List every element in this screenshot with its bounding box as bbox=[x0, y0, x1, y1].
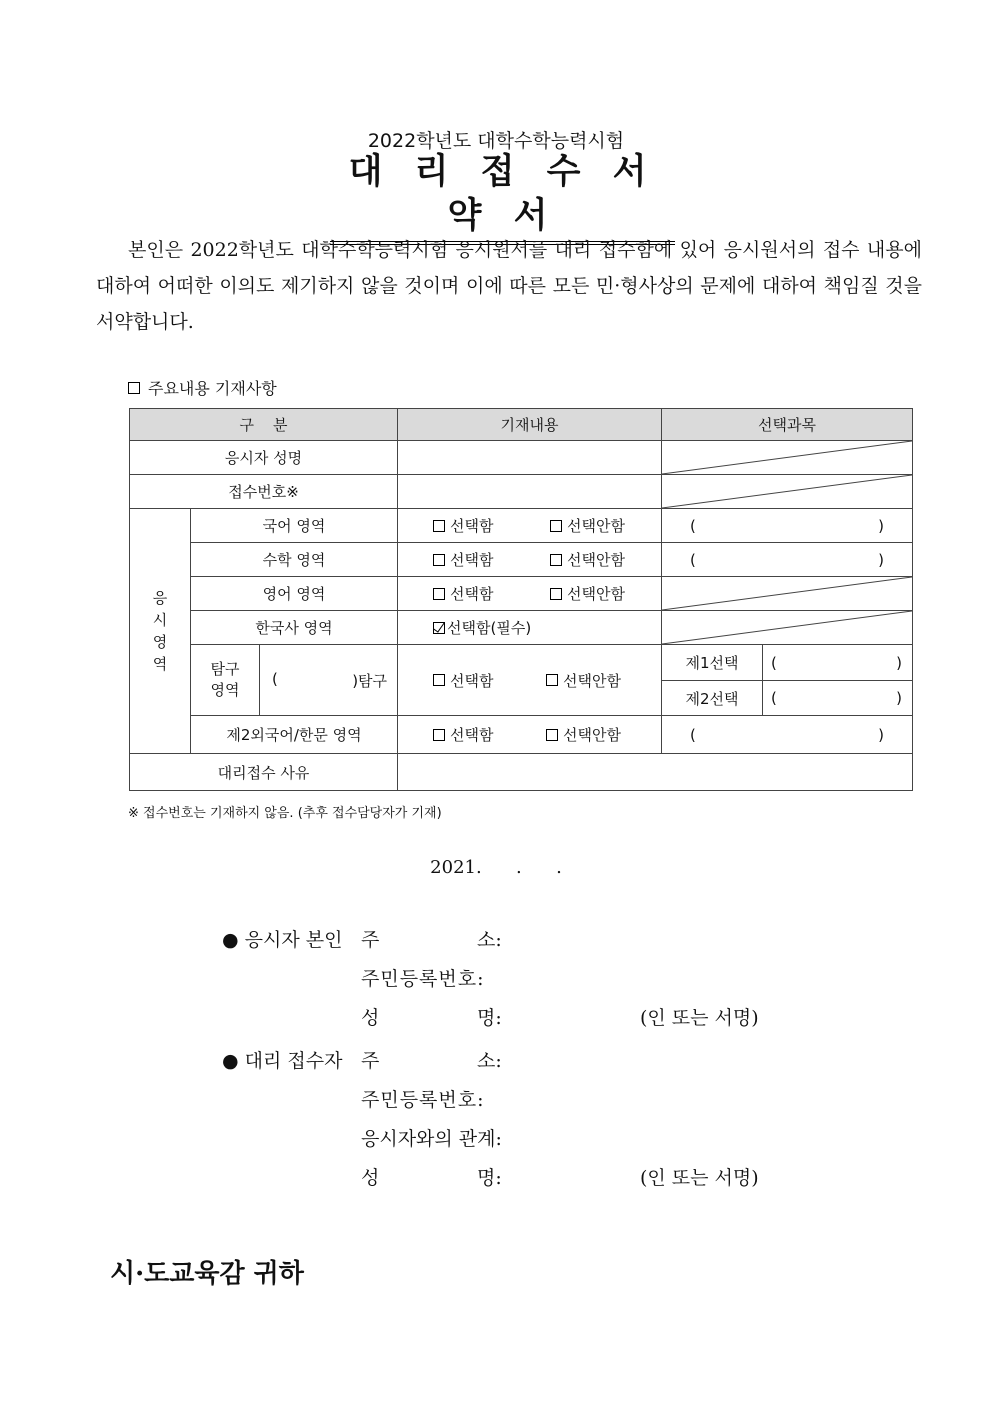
applicant-name-label-b: 명: bbox=[477, 1007, 502, 1029]
table-row-math bbox=[130, 543, 913, 577]
label-choice-2: 제2선택 bbox=[662, 681, 763, 716]
checkbox-icon[interactable] bbox=[546, 729, 558, 741]
label-choice-1: 제1선택 bbox=[662, 645, 763, 681]
history-options bbox=[398, 611, 662, 645]
option-label: 선택안함 bbox=[563, 671, 621, 690]
checkbox-icon[interactable] bbox=[433, 554, 445, 566]
form-title: 대 리 접 수 서 약 서 bbox=[330, 150, 675, 245]
option-label: 선택함 bbox=[450, 585, 494, 603]
inquiry-options bbox=[398, 645, 662, 716]
date-line: 2021. . . bbox=[430, 857, 562, 878]
diagonal-line-icon bbox=[662, 577, 912, 610]
table-row-korean bbox=[130, 509, 913, 543]
applicant-name-field[interactable] bbox=[398, 441, 662, 475]
history-required-option bbox=[433, 617, 531, 638]
area-char: 응 bbox=[152, 589, 168, 607]
table-row-reason bbox=[130, 754, 913, 791]
table-header-row bbox=[130, 409, 913, 441]
table-row bbox=[130, 441, 913, 475]
label-korean: 국어 영역 bbox=[191, 509, 398, 543]
paren-close: ) bbox=[878, 550, 885, 569]
proxy-bullet: ● 대리 접수자 bbox=[222, 1050, 343, 1072]
paren-close: ) bbox=[896, 689, 903, 707]
inquiry-suffix: )탐구 bbox=[352, 671, 388, 690]
choice-1-field[interactable] bbox=[763, 645, 913, 681]
applicant-rrn-label: 주민등록번호: bbox=[361, 968, 485, 990]
checkbox-icon[interactable] bbox=[550, 520, 562, 532]
label-receipt-number: 접수번호※ bbox=[130, 475, 398, 509]
choice-2-field[interactable] bbox=[763, 681, 913, 716]
korean-select-option[interactable] bbox=[433, 515, 550, 536]
english-select-option[interactable] bbox=[433, 583, 550, 604]
inquiry-type-field[interactable] bbox=[260, 645, 398, 716]
inquiry-select-option[interactable] bbox=[433, 670, 546, 691]
addressee: 시·도교육감 귀하 bbox=[110, 1259, 304, 1289]
korean-not-select-option[interactable] bbox=[550, 515, 625, 536]
math-options bbox=[398, 543, 662, 577]
proxy-reason-field[interactable] bbox=[398, 754, 913, 791]
inquiry-label-line: 영역 bbox=[210, 681, 240, 699]
checkbox-icon[interactable] bbox=[433, 520, 445, 532]
paren-open: ( bbox=[690, 550, 696, 569]
col-header-category: 구 분 bbox=[130, 409, 398, 441]
english-not-select-option[interactable] bbox=[550, 583, 625, 604]
checkbox-icon[interactable] bbox=[550, 554, 562, 566]
diagonal-line-icon bbox=[662, 475, 912, 508]
table-row-second-language bbox=[130, 716, 913, 754]
paren-open: ( bbox=[771, 653, 777, 672]
checkbox-icon[interactable] bbox=[550, 588, 562, 600]
math-subject-field[interactable] bbox=[662, 543, 913, 577]
label-history: 한국사 영역 bbox=[191, 611, 398, 645]
label-second-language: 제2외국어/한문 영역 bbox=[191, 716, 398, 754]
square-bullet-icon bbox=[128, 382, 140, 394]
applicant-bullet: ● 응시자 본인 bbox=[222, 929, 343, 951]
math-select-option[interactable] bbox=[433, 549, 550, 570]
option-label: 선택함 bbox=[450, 726, 494, 744]
footnote: ※ 접수번호는 기재하지 않음. (추후 접수담당자가 기재) bbox=[128, 806, 442, 821]
col-header-subject: 선택과목 bbox=[662, 409, 913, 441]
table-row-english bbox=[130, 577, 913, 611]
option-label: 선택함 bbox=[450, 551, 494, 569]
applicant-address-label-a: 주 bbox=[361, 929, 380, 951]
paren-close: ) bbox=[878, 516, 885, 535]
label-proxy-reason: 대리접수 사유 bbox=[130, 754, 398, 791]
na-cell bbox=[662, 611, 913, 645]
label-english: 영어 영역 bbox=[191, 577, 398, 611]
na-cell bbox=[662, 441, 913, 475]
checkbox-icon[interactable] bbox=[433, 588, 445, 600]
english-options bbox=[398, 577, 662, 611]
option-label: 선택안함 bbox=[563, 726, 621, 744]
area-char: 시 bbox=[152, 611, 168, 629]
checkbox-icon[interactable] bbox=[433, 674, 445, 686]
na-cell bbox=[662, 475, 913, 509]
second-language-options bbox=[398, 716, 662, 754]
label-inquiry bbox=[191, 645, 260, 716]
applicant-name-label-a: 성 bbox=[361, 1007, 380, 1029]
proxy-name-label-b: 명: bbox=[477, 1167, 502, 1189]
option-label: 선택함(필수) bbox=[447, 619, 532, 637]
proxy-address-label-a: 주 bbox=[361, 1050, 380, 1072]
option-label: 선택안함 bbox=[567, 551, 625, 569]
math-not-select-option[interactable] bbox=[550, 549, 625, 570]
proxy-seal[interactable]: (인 또는 서명) bbox=[640, 1167, 759, 1189]
diagonal-line-icon bbox=[662, 441, 912, 474]
option-label: 선택함 bbox=[450, 671, 494, 690]
form-subtitle: 2022학년도 대학수학능력시험 bbox=[367, 130, 625, 152]
checkbox-icon[interactable] bbox=[433, 729, 445, 741]
proxy-rrn-label: 주민등록번호: bbox=[361, 1089, 485, 1111]
korean-options bbox=[398, 509, 662, 543]
na-cell bbox=[662, 577, 913, 611]
paren-close: ) bbox=[896, 653, 903, 672]
section-heading-label: 주요내용 기재사항 bbox=[148, 379, 277, 398]
second-language-not-select-option[interactable] bbox=[546, 724, 621, 745]
paren-open: ( bbox=[690, 725, 696, 744]
diagonal-line-icon bbox=[662, 611, 912, 644]
table-row bbox=[130, 475, 913, 509]
paren-open: ( bbox=[272, 669, 278, 688]
inquiry-label-line: 탐구 bbox=[210, 660, 240, 678]
area-char: 영 bbox=[152, 633, 168, 651]
proxy-name-label-a: 성 bbox=[361, 1167, 380, 1189]
area-char: 역 bbox=[152, 655, 168, 673]
second-language-subject-field[interactable] bbox=[662, 716, 913, 754]
pledge-text: 본인은 2022학년도 대학수학능력시험 응시원서를 대리 접수함에 있어 응시원서의 접수 내용에 대하여 어떠한 이의도 제기하지 않을 것이며 이에 따른 모든 민·형사상의 문제에 대하여 책임질 것을 서약합니다. bbox=[96, 239, 922, 333]
checked-checkbox-icon bbox=[433, 622, 445, 634]
option-label: 선택안함 bbox=[567, 585, 625, 603]
label-applicant-name: 응시자 성명 bbox=[130, 441, 398, 475]
paren-open: ( bbox=[690, 516, 696, 535]
korean-subject-field[interactable] bbox=[662, 509, 913, 543]
table-row-history bbox=[130, 611, 913, 645]
label-exam-area bbox=[130, 509, 191, 754]
entry-table bbox=[129, 408, 913, 791]
checkbox-icon[interactable] bbox=[546, 674, 558, 686]
label-math: 수학 영역 bbox=[191, 543, 398, 577]
proxy-relation-label: 응시자와의 관계: bbox=[361, 1128, 502, 1150]
applicant-seal[interactable]: (인 또는 서명) bbox=[640, 1007, 759, 1029]
applicant-address-label-b: 소: bbox=[477, 929, 502, 951]
option-label: 선택함 bbox=[450, 517, 494, 535]
proxy-address-label-b: 소: bbox=[477, 1050, 502, 1072]
receipt-number-field[interactable] bbox=[398, 475, 662, 509]
second-language-select-option[interactable] bbox=[433, 724, 546, 745]
paren-close: ) bbox=[878, 725, 885, 744]
paren-open: ( bbox=[771, 689, 777, 707]
section-heading bbox=[128, 376, 277, 399]
col-header-content: 기재내용 bbox=[398, 409, 662, 441]
inquiry-not-select-option[interactable] bbox=[546, 670, 621, 691]
option-label: 선택안함 bbox=[567, 517, 625, 535]
table-row-inquiry-1 bbox=[130, 645, 913, 681]
